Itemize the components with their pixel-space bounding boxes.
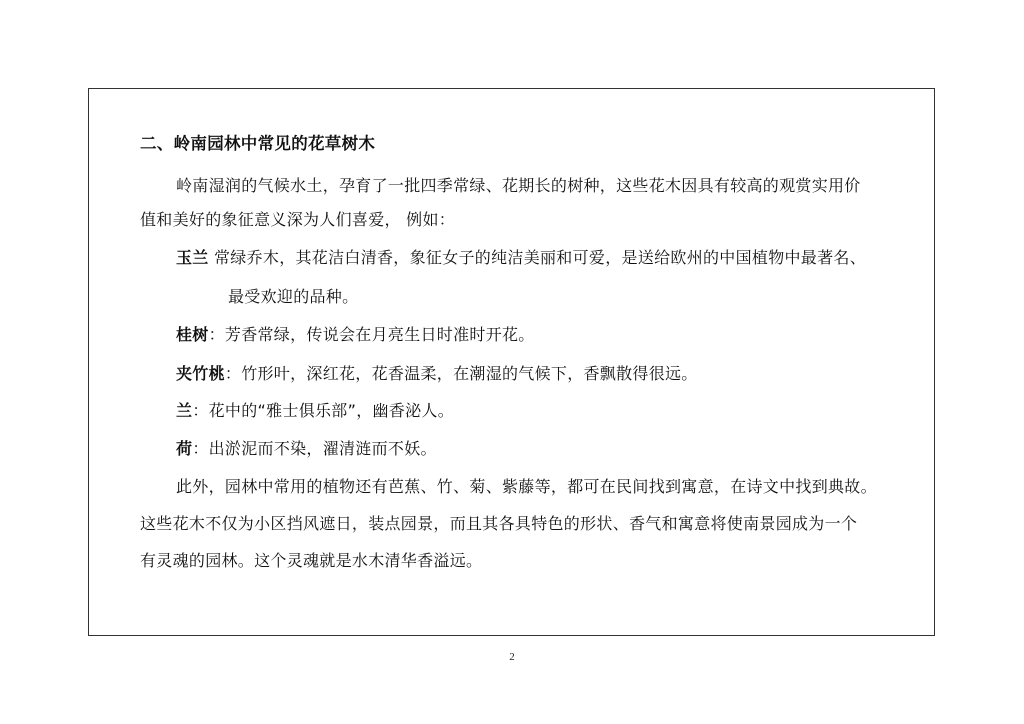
plant-item-lan [176,401,454,421]
plant-item-jiazhutao [176,364,698,384]
plant-description: ：竹形叶，深红花，花香温柔，在潮湿的气候下，香飘散得很远。 [224,364,698,383]
section-heading: 二、岭南园林中常见的花草树木 [140,134,376,153]
plant-term: 桂树 [176,325,209,344]
plant-item-guishu [176,325,535,345]
closing-line-2: 这些花木不仅为小区挡风遮日，装点园景，而且其各具特色的形状、香气和寓意将使南景园成为一个 [140,514,858,533]
plant-term: 荷 [176,439,193,458]
plant-description: ：花中的“雅士俱乐部”，幽香泌人。 [192,401,454,420]
intro-line-2: 值和美好的象征意义深为人们喜爱， 例如： [140,210,456,229]
plant-description: ：芳香常绿，传说会在月亮生日时准时开花。 [208,325,535,344]
page-number: 2 [509,651,515,663]
closing-line-1: 此外，园林中常用的植物还有芭蕉、竹、菊、紫藤等，都可在民间找到寓意，在诗文中找到典故。 [176,477,877,496]
plant-term: 玉兰 [176,248,209,267]
plant-description: ：出淤泥而不染，濯清涟而不妖。 [192,439,437,458]
plant-description: 常绿乔木，其花洁白清香，象征女子的纯洁美丽和可爱，是送给欧州的中国植物中最著名、 [208,248,866,267]
closing-line-3: 有灵魂的园林。这个灵魂就是水木清华香溢远。 [140,551,483,570]
plant-item-yulan-continued: 最受欢迎的品种。 [228,287,359,306]
intro-line-1: 岭南湿润的气候水土，孕育了一批四季常绿、花期长的树种，这些花木因具有较高的观赏实用价 [176,176,861,195]
plant-item-yulan [176,248,866,268]
plant-item-he [176,439,437,459]
plant-term: 夹竹桃 [176,364,225,383]
plant-term: 兰 [176,401,193,420]
